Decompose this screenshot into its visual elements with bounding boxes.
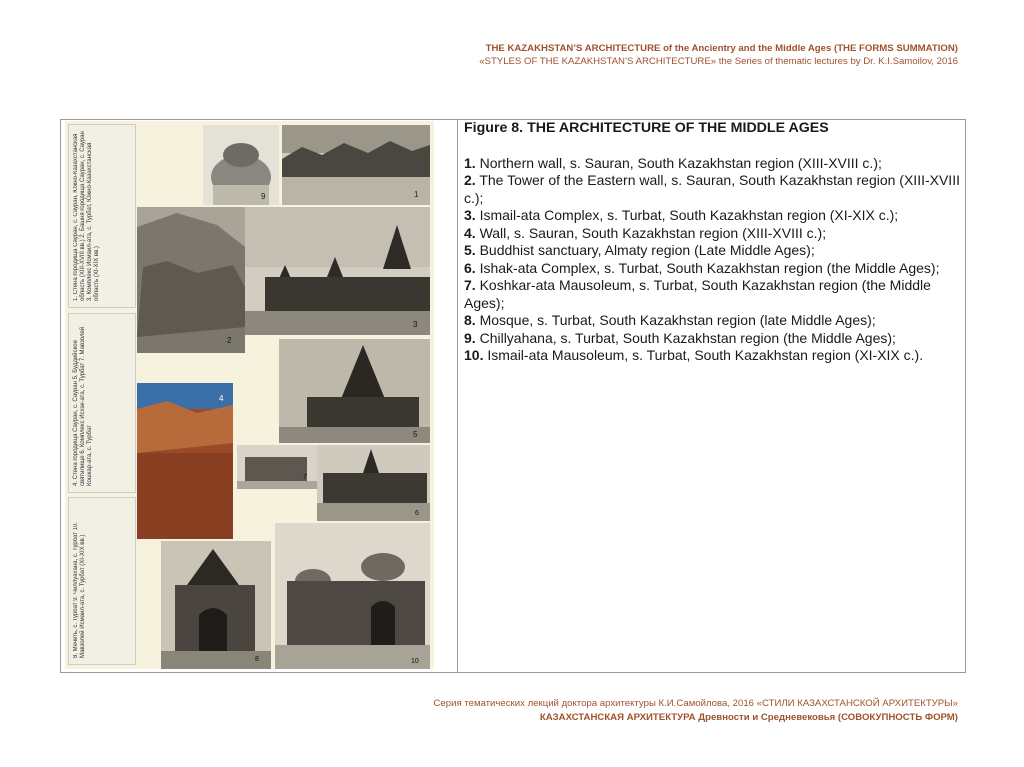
caption-item: 6. Ishak-ata Complex, s. Turbat, South Kazakhstan region (the Middle Ages);: [464, 259, 940, 276]
photo-ishak-ata: [317, 445, 430, 521]
caption-item: 5. Buddhist sanctuary, Almaty region (Late Middle Ages);: [464, 242, 815, 258]
photo-koshkar-ata: [237, 445, 317, 489]
photo-chillyahana: [203, 125, 279, 205]
legend-block-3: [68, 497, 136, 665]
footer-series: Серия тематических лекций доктора архитектуры К.И.Самойлова, 2016 «СТИЛИ КАЗАХСТАНСКОЙ АРХИТЕКТУРЫ»: [433, 698, 958, 709]
caption-item: 7. Koshkar-ata Mausoleum, s. Turbat, South Kazakhstan region (the Middle Ages);: [464, 277, 931, 311]
footer-title: КАЗАХСТАНСКАЯ АРХИТЕКТУРА Древности и Средневековья (СОВОКУПНОСТЬ ФОРМ): [539, 712, 958, 723]
photo-mosque: [161, 541, 271, 669]
photo-number-9: 9: [261, 192, 266, 201]
photo-plate: [65, 121, 434, 669]
caption-title: Figure 8. THE ARCHITECTURE OF THE MIDDLE AGES: [464, 120, 829, 136]
photo-number-3: 3: [413, 320, 418, 329]
photo-ismail-ata-complex: [245, 207, 430, 335]
legend-text-3: 8. Мечеть, с. Турбат 9. Чиллyахана, с. Турбат 10. Мавзолей Исмаил-ата, с. Турбат (XI-XIX вв.): [73, 521, 86, 658]
caption-item: 4. Wall, s. Sauran, South Kazakhstan region (XIII-XVIII c.);: [464, 224, 827, 241]
legend-block-2: [68, 313, 136, 493]
legend-text-2: 4. Стена городища Сауран, с. Сауран 5. Буддийское святилище 6. Комплекс Исхак-ата, с. Турбат 7. Мавзолей Кошкар-ата, с. Турбат: [73, 326, 93, 486]
slide-header: [479, 42, 958, 68]
photo-number-2: 2: [227, 336, 232, 345]
photo-number-10: 10: [411, 658, 419, 665]
header-subtitle: «STYLES OF THE KAZAKHSTAN’S ARCHITECTURE» the Series of thematic lectures by Dr. K.I.Samoilov, 2016: [479, 56, 958, 67]
photo-number-5: 5: [413, 430, 418, 439]
photo-number-7: 7: [303, 474, 307, 481]
photo-buddhist-sanctuary: [279, 339, 430, 443]
slide-footer: [434, 697, 959, 725]
photo-wall-sauran: [137, 383, 233, 539]
caption-item: 9. Chillyahana, s. Turbat, South Kazakhstan region (the Middle Ages);: [464, 329, 896, 346]
photo-ismail-ata-mausoleum: [275, 523, 430, 669]
table-divider: [457, 119, 458, 673]
photo-number-8: 8: [255, 656, 259, 663]
caption-item: 3. Ismail-ata Complex, s. Turbat, South Kazakhstan region (XI-XIX c.);: [464, 207, 899, 223]
photo-number-1: 1: [414, 190, 419, 199]
header-title: THE KAZAKHSTAN’S ARCHITECTURE of the Ancientry and the Middle Ages (THE FORMS SUMMATION): [485, 43, 958, 54]
legend-text-1: 1. Стена городища Сауран, с. Сауран, Южно-Казахстанская область (XIII-XVIII вв.) 2. Башня городища Сауран, с. Сауран 3. Комплекс Исмаил-ата, с. Турбат, Южно-Казахстанская область (XI-XIX вв.): [73, 131, 100, 301]
figure-caption: [462, 120, 960, 365]
legend-block-1: [68, 124, 136, 308]
caption-item: 2. The Tower of the Eastern wall, s. Sauran, South Kazakhstan region (XIII-XVIII c.);: [464, 172, 960, 206]
photo-number-6: 6: [415, 510, 419, 517]
photo-tower-eastern-wall: [137, 207, 245, 353]
photo-northern-wall: [282, 125, 430, 205]
caption-item: 8. Mosque, s. Turbat, South Kazakhstan region (late Middle Ages);: [464, 312, 876, 328]
caption-item: 1. Northern wall, s. Sauran, South Kazakhstan region (XIII-XVIII c.);: [464, 154, 882, 171]
caption-item: 10. Ismail-ata Mausoleum, s. Turbat, South Kazakhstan region (XI-XIX c.).: [464, 347, 924, 363]
photo-number-4: 4: [219, 394, 224, 403]
